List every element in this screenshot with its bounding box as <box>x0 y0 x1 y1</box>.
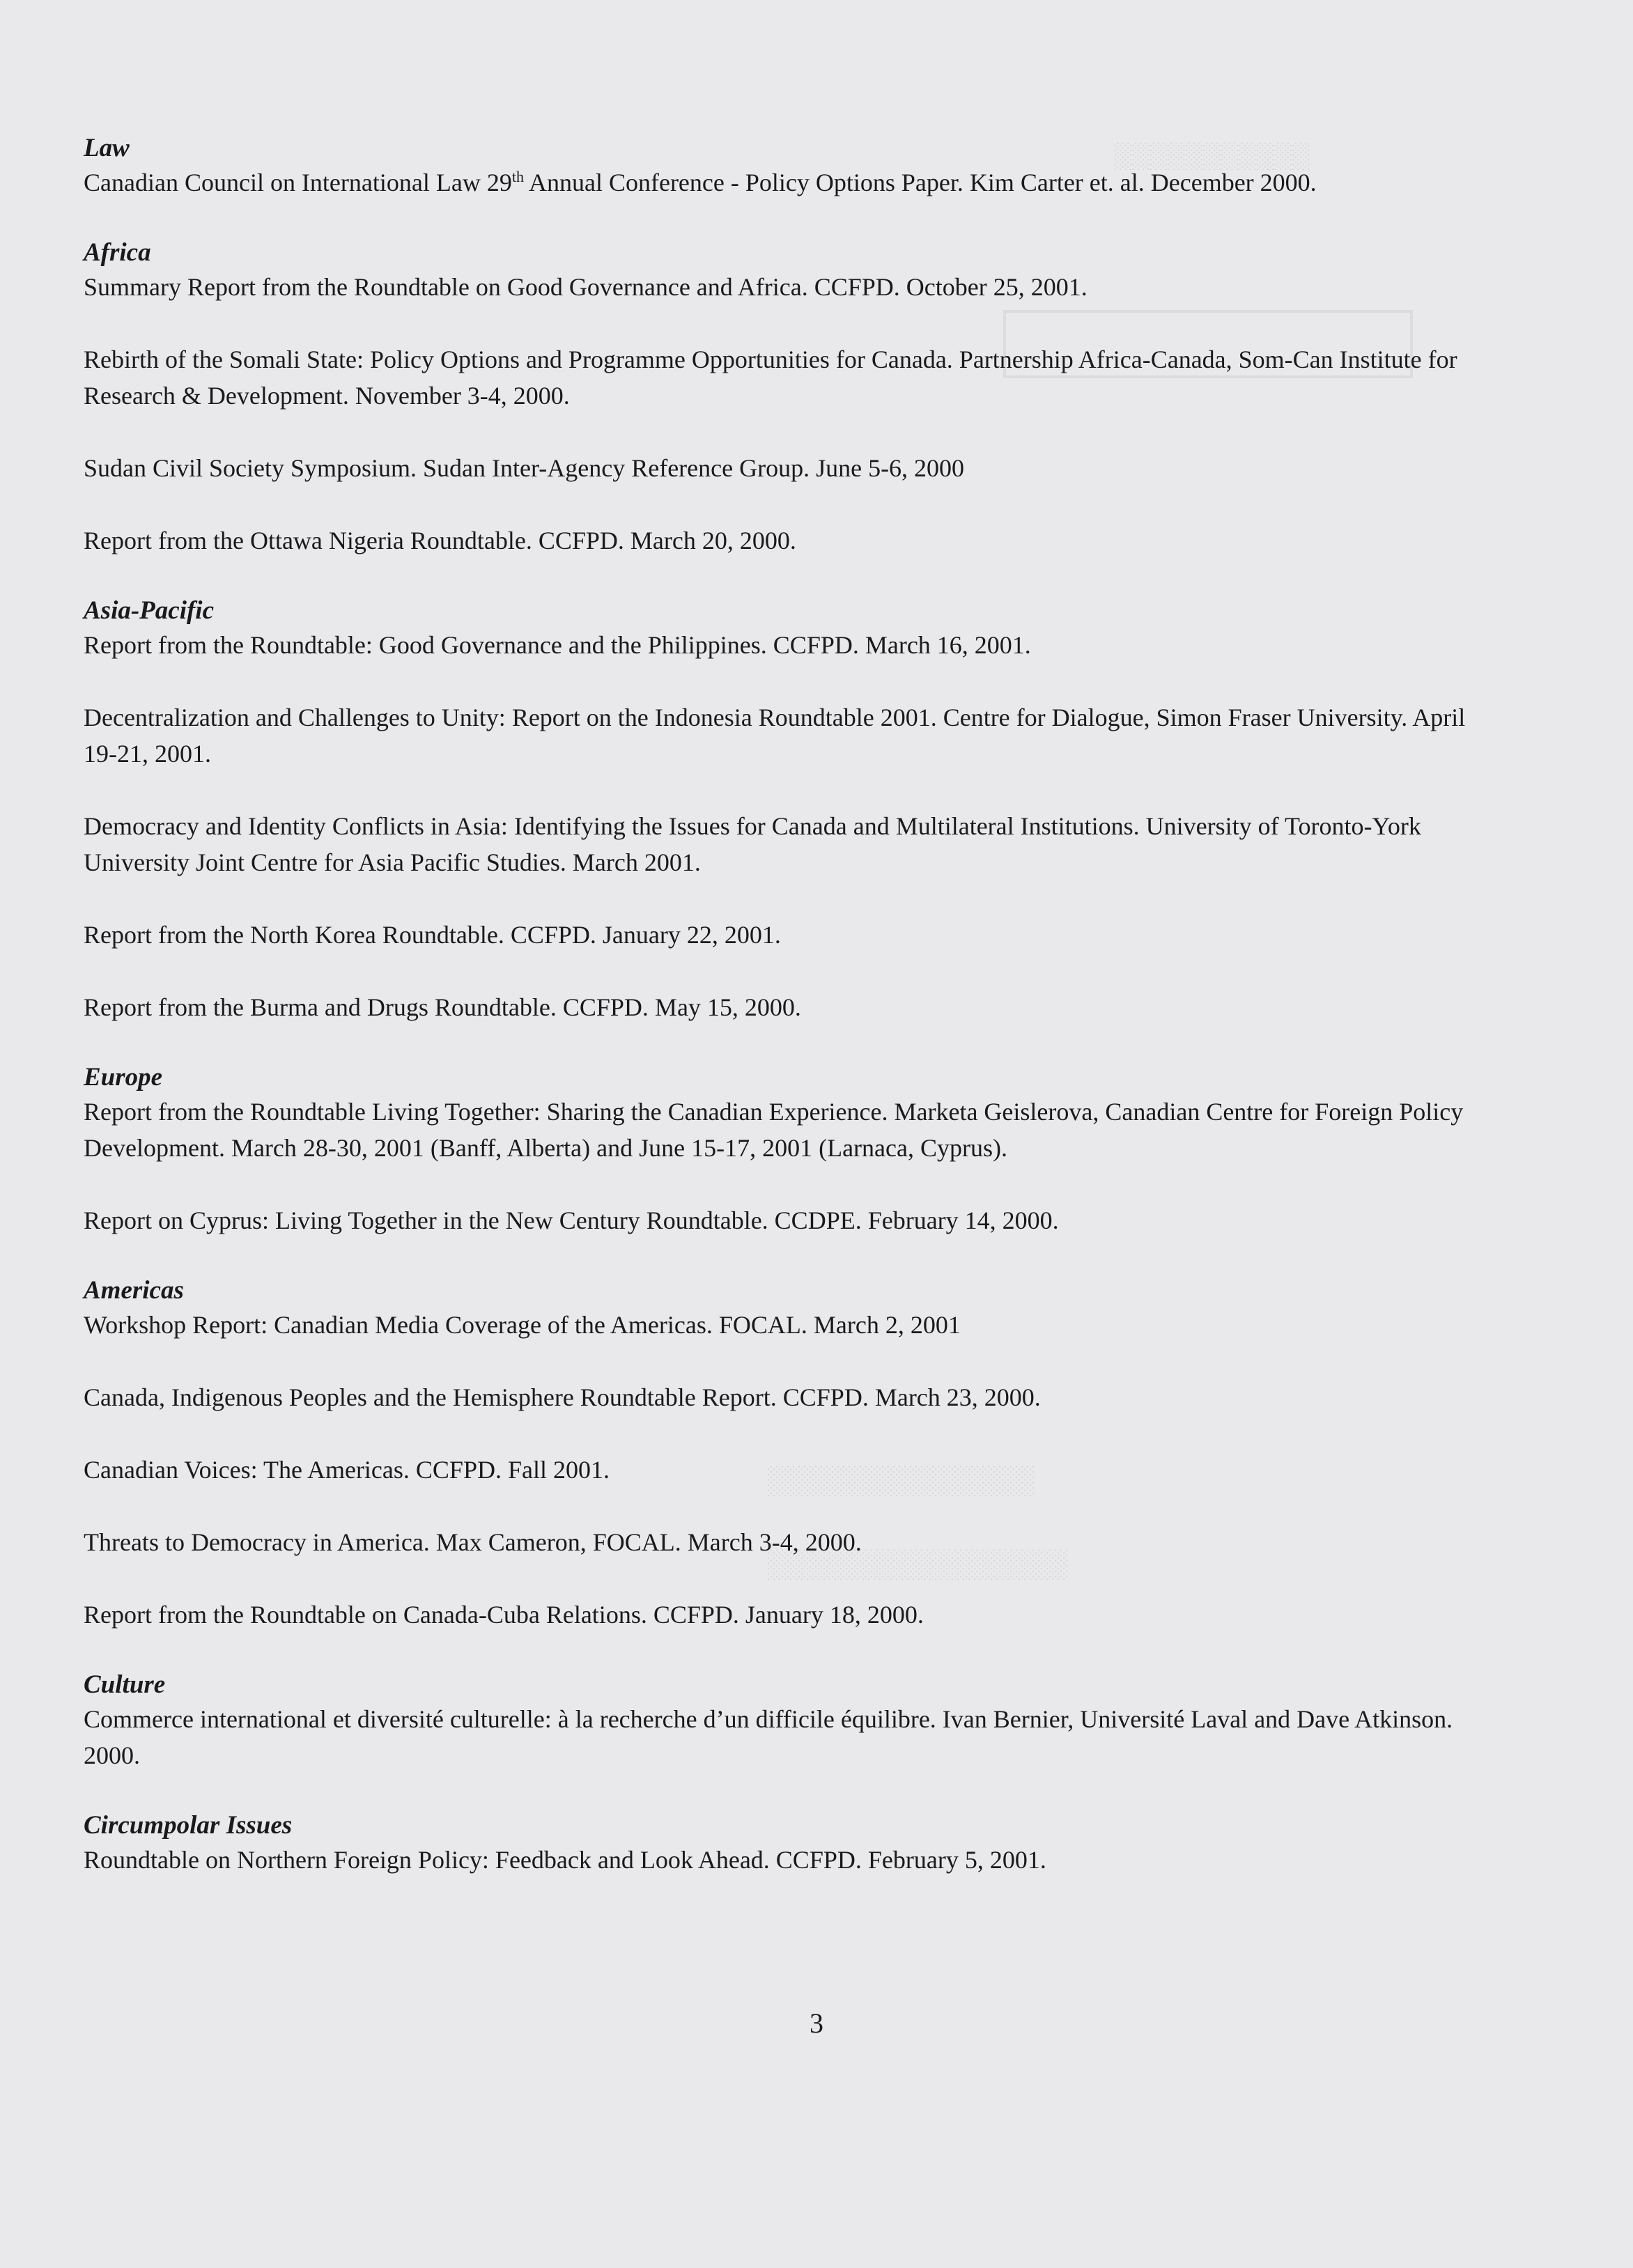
entry-text: Canadian Council on International Law 29 <box>84 169 512 196</box>
publication-entry: Democracy and Identity Conflicts in Asia: Identifying the Issues for Canada and Multilateral Institutions. University of Toronto-York University Joint Centre for Asia Pacific Studies. March 2001. <box>84 812 1421 876</box>
section-heading: Culture <box>84 1670 166 1699</box>
publication-entry: Report from the Burma and Drugs Roundtable. CCFPD. May 15, 2000. <box>84 993 801 1021</box>
publication-entry: Report from the Roundtable Living Together: Sharing the Canadian Experience. Marketa Geislerova, Canadian Centre for Foreign Policy Development. March 28-30, 2001 (Banff, Alberta) and June 15-17, 2001 (Larnaca, Cyprus). <box>84 1098 1464 1162</box>
publication-entry: Report from the Ottawa Nigeria Roundtable. CCFPD. March 20, 2000. <box>84 527 796 554</box>
publication-entry: Canadian Voices: The Americas. CCFPD. Fall 2001. <box>84 1456 610 1484</box>
publication-entry: Report from the North Korea Roundtable. CCFPD. January 22, 2001. <box>84 921 781 949</box>
publication-entry: Decentralization and Challenges to Unity: Report on the Indonesia Roundtable 2001. Centre for Dialogue, Simon Fraser University. April 19-21, 2001. <box>84 704 1466 768</box>
bleed-through-text: ░░░░░░░░░░░ <box>1115 143 1310 171</box>
section-africa <box>84 237 1484 559</box>
section-heading: Circumpolar Issues <box>84 1811 293 1840</box>
publication-entry: Commerce international et diversité culturelle: à la recherche d’un difficile équilibre. Ivan Bernier, Université Laval and Dave Atkinson. 2000. <box>84 1705 1453 1769</box>
publication-entry: Sudan Civil Society Symposium. Sudan Inter-Agency Reference Group. June 5-6, 2000 <box>84 454 965 482</box>
section-culture <box>84 1669 1484 1773</box>
section-heading: Asia-Pacific <box>84 596 215 625</box>
section-heading: Americas <box>84 1276 184 1305</box>
page-number: 3 <box>810 2007 823 2039</box>
section-heading: Africa <box>84 238 151 267</box>
entry-text: Annual Conference - Policy Options Paper. Kim Carter et. al. December 2000. <box>523 169 1317 196</box>
publication-entry: Report from the Roundtable: Good Governance and the Philippines. CCFPD. March 16, 2001. <box>84 631 1031 659</box>
publication-list <box>84 132 1484 1914</box>
bleed-through-text: ░░░░░░░░░░░░░░░░░░ <box>766 1551 1068 1582</box>
publication-entry: Report on Cyprus: Living Together in the New Century Roundtable. CCDPE. February 14, 2000. <box>84 1206 1059 1234</box>
section-asia-pacific <box>84 595 1484 1025</box>
publication-entry: Workshop Report: Canadian Media Coverage of the Americas. FOCAL. March 2, 2001 <box>84 1311 961 1339</box>
bleed-through-text: ░░░░░░░░░░░░░░░░ <box>766 1467 1035 1498</box>
publication-entry: Canada, Indigenous Peoples and the Hemisphere Roundtable Report. CCFPD. March 23, 2000. <box>84 1383 1041 1411</box>
section-americas <box>84 1275 1484 1633</box>
section-circumpolar-issues <box>84 1810 1484 1878</box>
section-europe <box>84 1062 1484 1238</box>
publication-entry: Report from the Roundtable on Canada-Cuba Relations. CCFPD. January 18, 2000. <box>84 1601 924 1629</box>
publication-entry: Summary Report from the Roundtable on Good Governance and Africa. CCFPD. October 25, 2001. <box>84 273 1088 301</box>
publication-entry <box>84 164 1484 201</box>
publication-entry: Threats to Democracy in America. Max Cameron, FOCAL. March 3-4, 2000. <box>84 1528 862 1556</box>
publication-entry: Rebirth of the Somali State: Policy Options and Programme Opportunities for Canada. Partnership Africa-Canada, Som-Can Institute for Research & Development. November 3-4, 2000. <box>84 345 1457 410</box>
section-heading: Law <box>84 134 130 162</box>
ordinal-suffix: th <box>511 168 524 185</box>
publication-entry: Roundtable on Northern Foreign Policy: Feedback and Look Ahead. CCFPD. February 5, 2001. <box>84 1846 1046 1874</box>
section-law <box>84 132 1484 201</box>
section-heading: Europe <box>84 1063 163 1092</box>
